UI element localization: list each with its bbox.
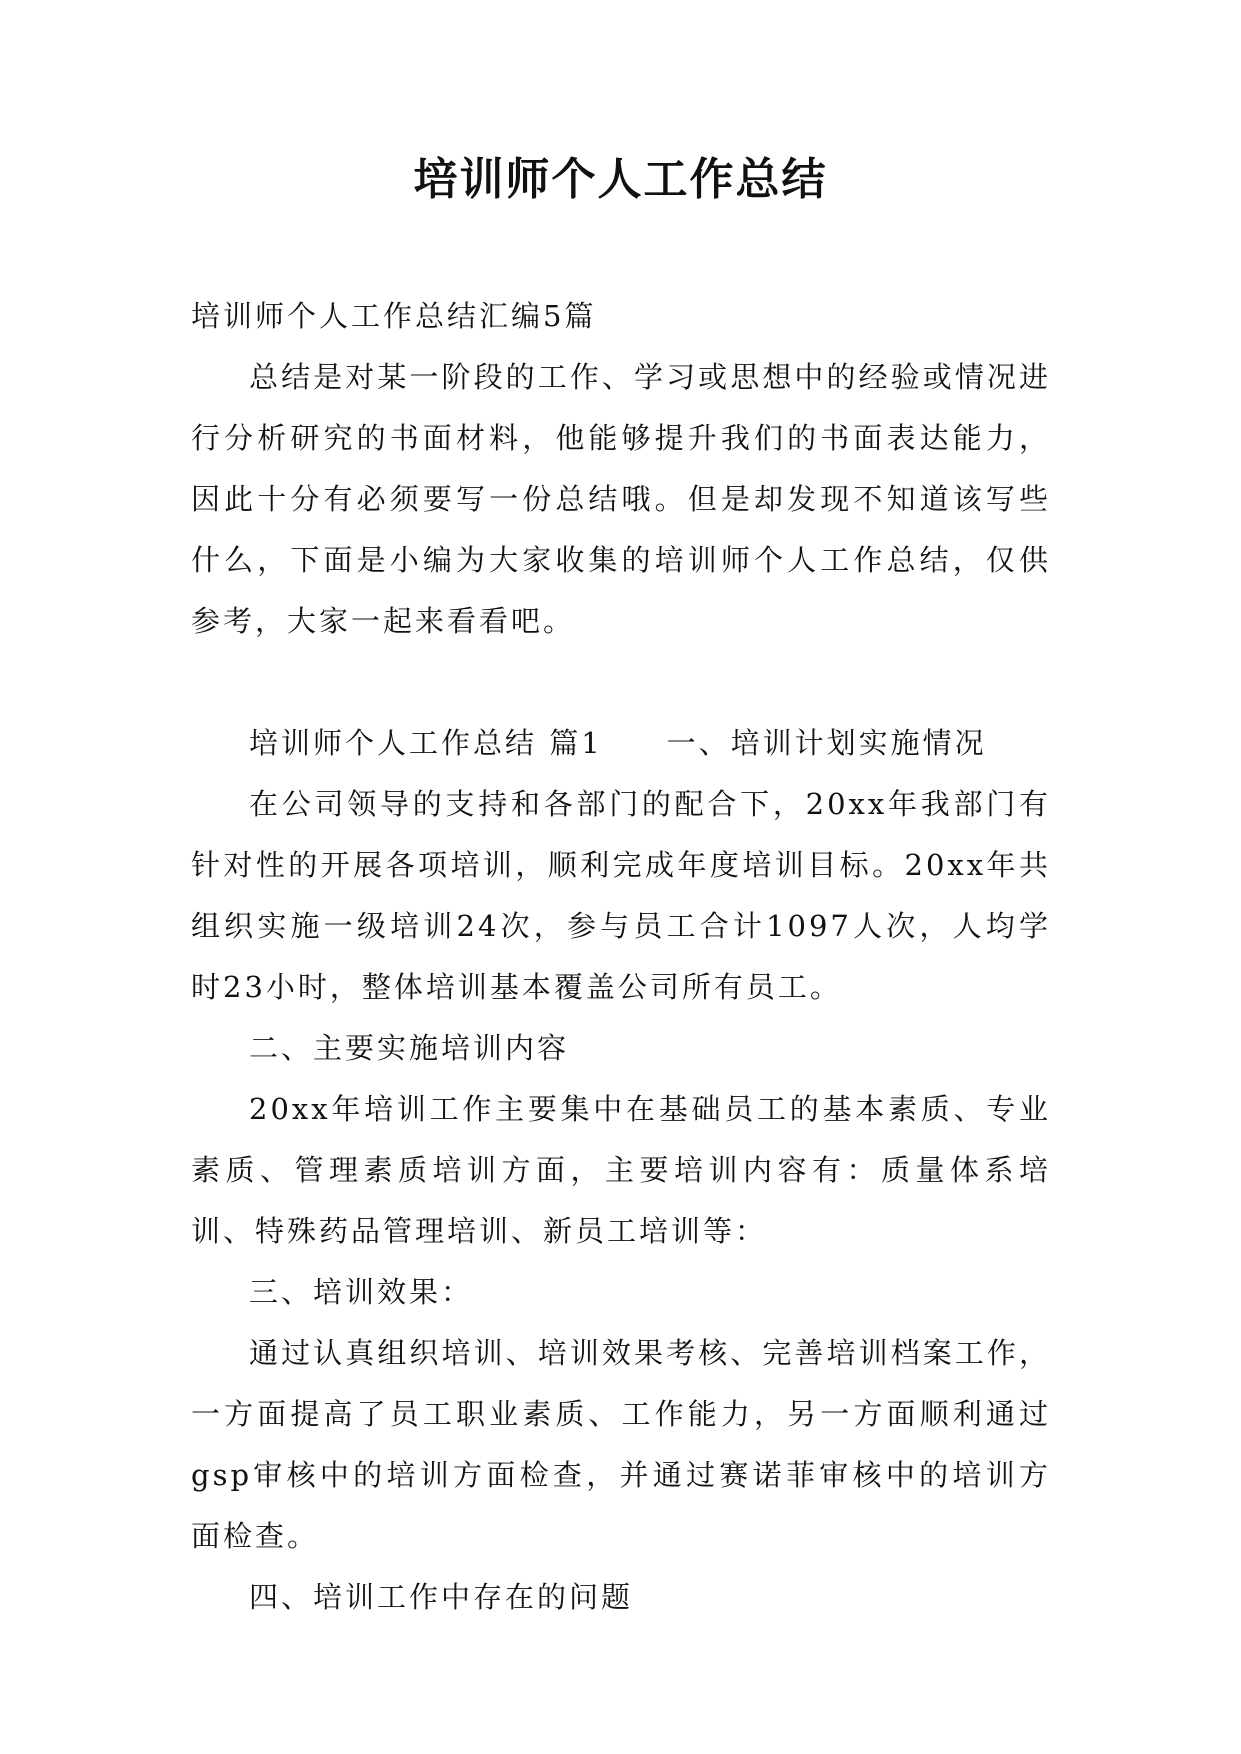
paragraph-training-implementation: 在公司领导的支持和各部门的配合下，20xx年我部门有针对性的开展各项培训，顺利完成年度培训目标。20xx年共组织实施一级培训24次，参与员工合计1097人次，人均学时23小时，整体培训基本覆盖公司所有员工。 — [191, 787, 1051, 1004]
document-subtitle: 培训师个人工作总结汇编5篇 — [191, 299, 597, 333]
section-heading-part1: 培训师个人工作总结 篇1 一、培训计划实施情况 — [249, 726, 987, 760]
intro-paragraph: 总结是对某一阶段的工作、学习或思想中的经验或情况进行分析研究的书面材料，他能够提升我们的书面表达能力，因此十分有必须要写一份总结哦。但是却发现不知道该写些什么，下面是小编为大家收集的培训师个人工作总结，仅供参考，大家一起来看看吧。 — [191, 360, 1051, 638]
paragraph-effect: 通过认真组织培训、培训效果考核、完善培训档案工作，一方面提高了员工职业素质、工作能力，另一方面顺利通过gsp审核中的培训方面检查，并通过赛诺菲审核中的培训方面检查。 — [191, 1336, 1051, 1553]
section-heading-main-content: 二、主要实施培训内容 — [249, 1031, 570, 1065]
section-heading-effect: 三、培训效果： — [249, 1275, 474, 1309]
paragraph-main-content: 20xx年培训工作主要集中在基础员工的基本素质、专业素质、管理素质培训方面，主要培训内容有：质量体系培训、特殊药品管理培训、新员工培训等： — [191, 1092, 1051, 1248]
document-body — [191, 286, 1051, 1628]
section-heading-problems: 四、培训工作中存在的问题 — [249, 1580, 634, 1614]
document-title: 培训师个人工作总结 — [413, 154, 828, 205]
